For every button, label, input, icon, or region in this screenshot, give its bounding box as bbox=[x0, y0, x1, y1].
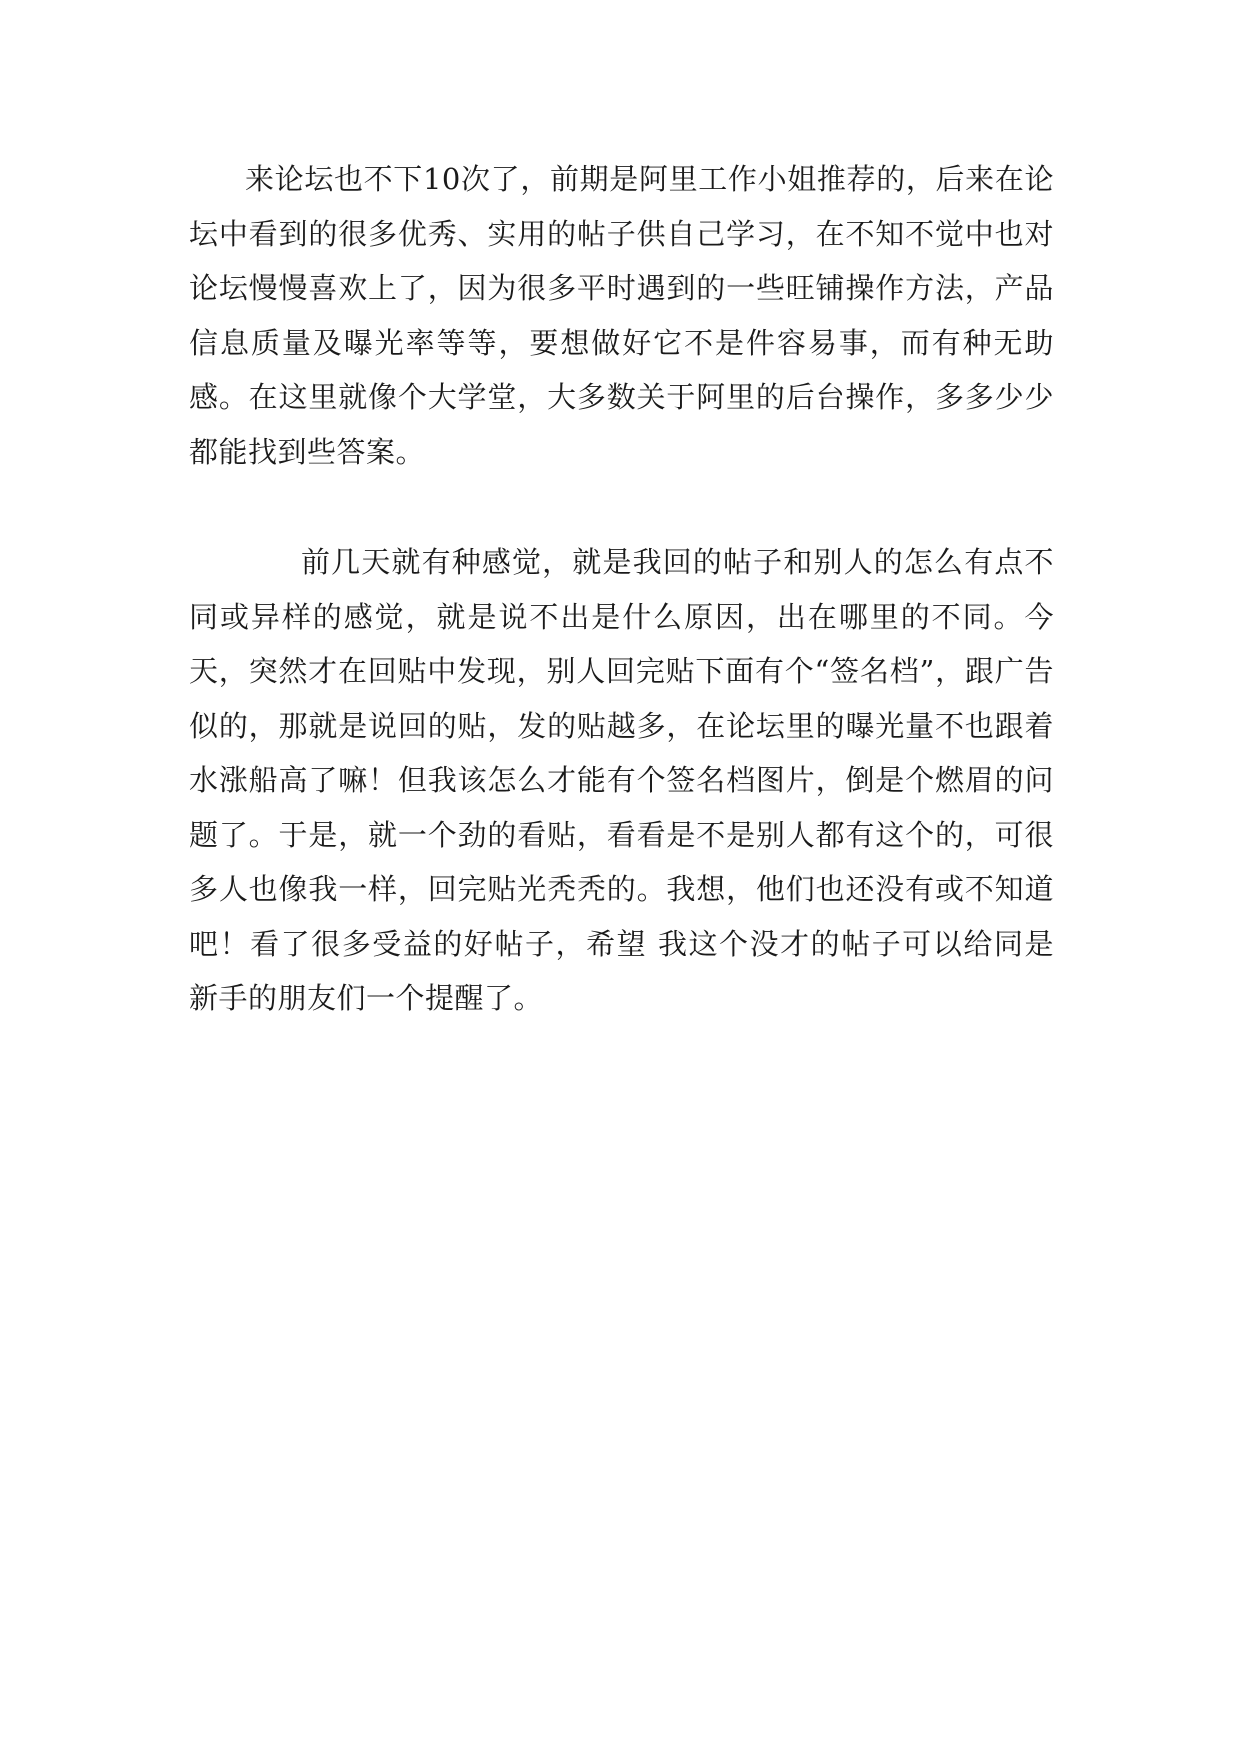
document-body bbox=[189, 152, 1054, 1026]
paragraph-forum-intro: 来论坛也不下10次了，前期是阿里工作小姐推荐的，后来在论坛中看到的很多优秀、实用的帖子供自己学习，在不知不觉中也对论坛慢慢喜欢上了，因为很多平时遇到的一些旺铺操作方法，产品信息质量及曝光率等等，要想做好它不是件容易事，而有种无助感。在这里就像个大学堂，大多数关于阿里的后台操作，多多少少都能找到些答案。 bbox=[189, 162, 1054, 469]
paragraph-signature-discovery: 前几天就有种感觉，就是我回的帖子和别人的怎么有点不同或异样的感觉，就是说不出是什么原因，出在哪里的不同。今天，突然才在回贴中发现，别人回完贴下面有个“签名档”，跟广告似的，那就是说回的贴，发的贴越多，在论坛里的曝光量不也跟着水涨船高了嘛！但我该怎么才能有个签名档图片，倒是个燃眉的问题了。于是，就一个劲的看贴，看看是不是别人都有这个的，可很多人也像我一样，回完贴光秃秃的。我想，他们也还没有或不知道吧！看了很多受益的好帖子，希望 我这个没才的帖子可以给同是新手的朋友们一个提醒了。 bbox=[189, 545, 1054, 1015]
